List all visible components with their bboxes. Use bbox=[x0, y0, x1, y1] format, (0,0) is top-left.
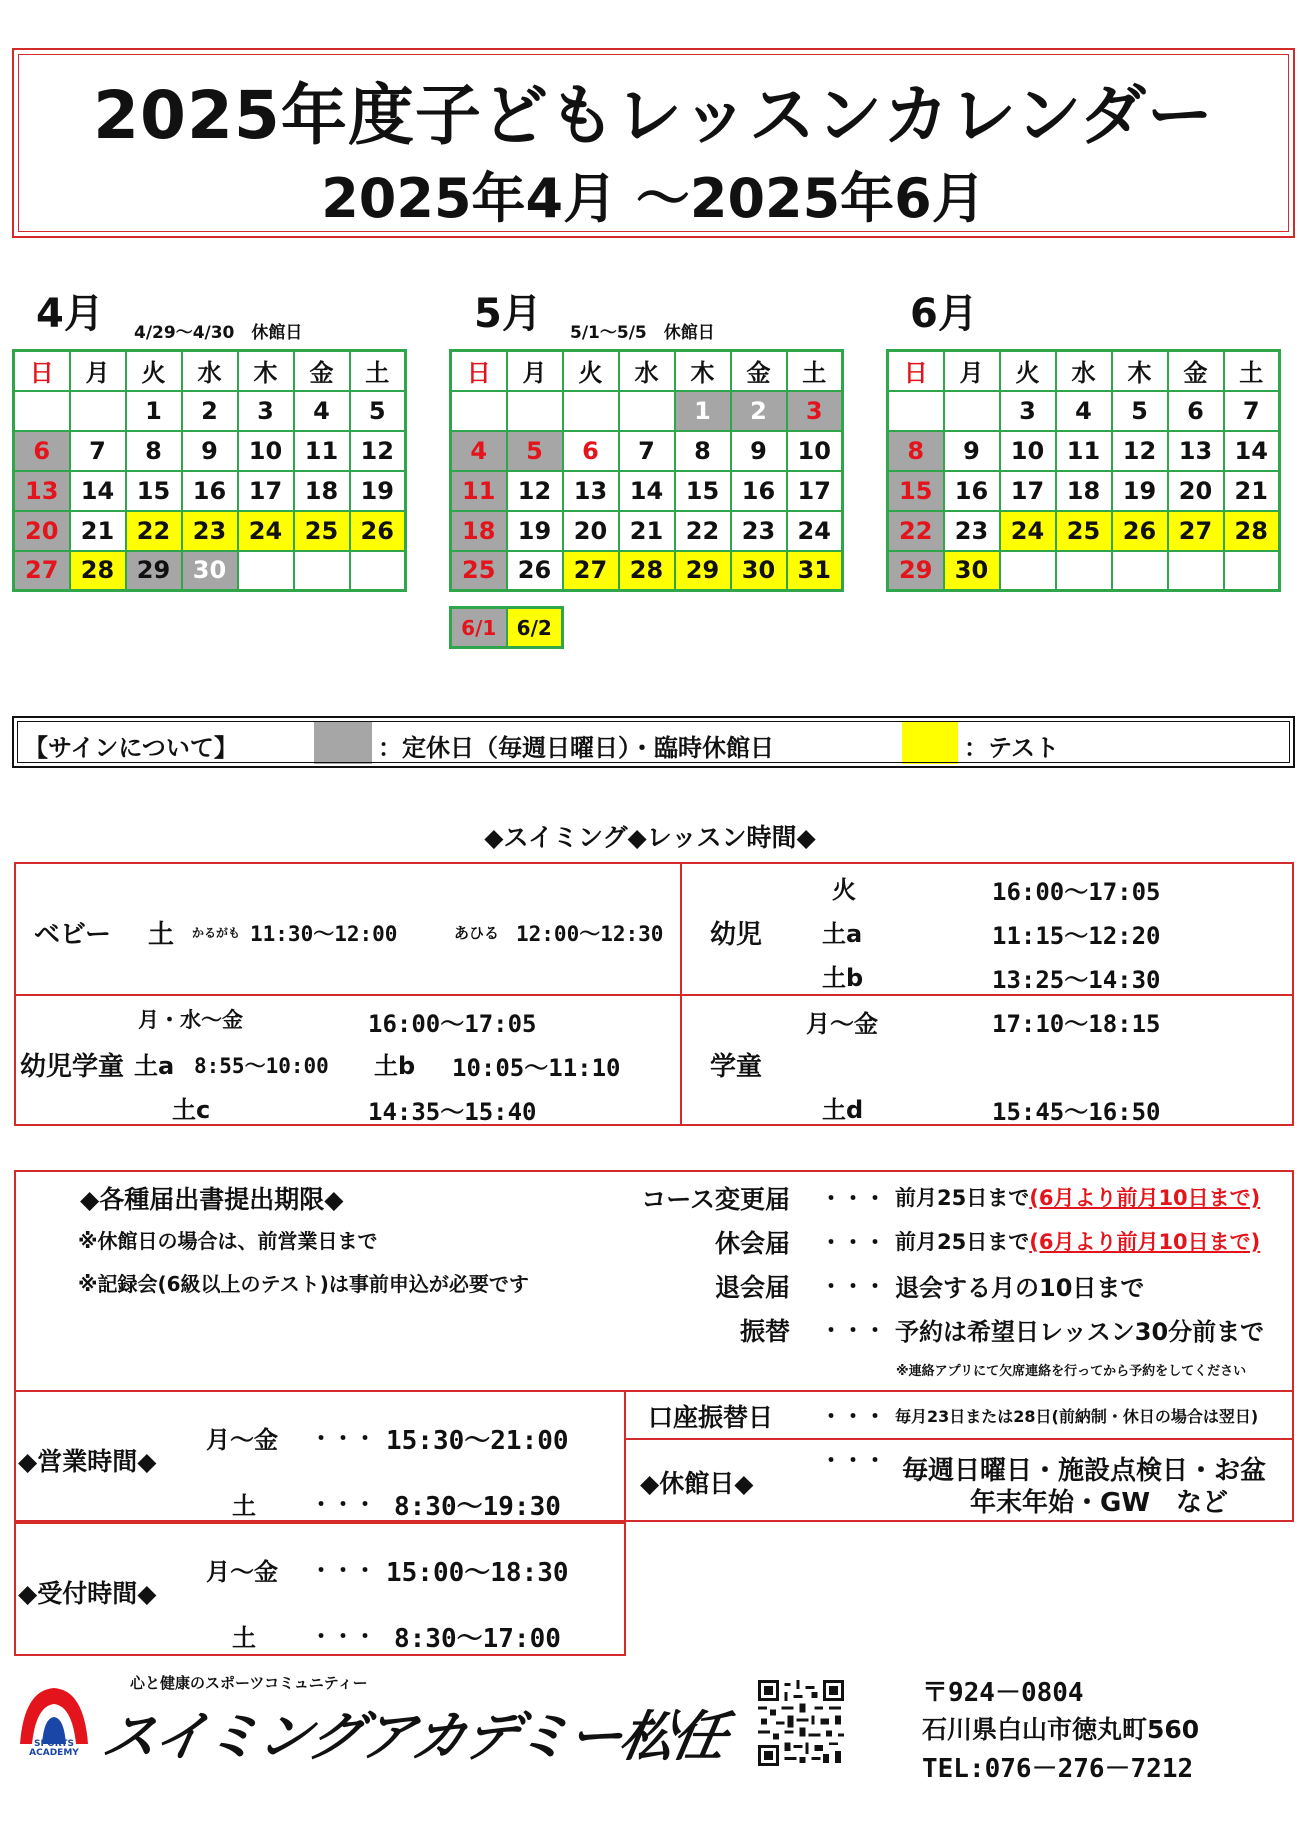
legend-closed-swatch bbox=[314, 722, 372, 764]
calendar-day: 19 bbox=[350, 471, 406, 511]
form-dots-1: ・・・ bbox=[820, 1187, 887, 1212]
calendar-day: 5 bbox=[350, 391, 406, 431]
calendar-day: 3 bbox=[1000, 391, 1056, 431]
reception-time2: 8:30～17:00 bbox=[394, 1624, 561, 1654]
weekday-header: 金 bbox=[731, 351, 787, 391]
baby-time1: 11:30～12:00 bbox=[250, 922, 398, 946]
legend-test-swatch bbox=[902, 722, 958, 764]
calendar-day: 20 bbox=[1168, 471, 1224, 511]
weekday-header: 火 bbox=[126, 351, 182, 391]
form-text-transfer: 予約は希望日レッスン30分前まで bbox=[895, 1318, 1265, 1346]
calendar-day: 7 bbox=[619, 431, 675, 471]
weekday-header: 月 bbox=[70, 351, 126, 391]
footer-postal: 〒924－0804 bbox=[922, 1678, 1084, 1708]
calendar-day: 13 bbox=[14, 471, 70, 511]
weekday-header: 水 bbox=[1056, 351, 1112, 391]
calendar-day bbox=[70, 391, 126, 431]
calendar-day: 23 bbox=[944, 511, 1000, 551]
calendar-day: 5 bbox=[507, 431, 563, 471]
calendar-day: 1 bbox=[675, 391, 731, 431]
calendar-day: 16 bbox=[731, 471, 787, 511]
calendar-day: 18 bbox=[451, 511, 507, 551]
calendar-day: 26 bbox=[1112, 511, 1168, 551]
calendar-day bbox=[563, 391, 619, 431]
school-label: 学童 bbox=[710, 1052, 763, 1082]
calendar-day: 18 bbox=[294, 471, 350, 511]
weekday-header: 木 bbox=[675, 351, 731, 391]
calendar-day: 22 bbox=[675, 511, 731, 551]
legend-closed-text: ：定休日（毎週日曜日）・臨時休館日 bbox=[378, 734, 774, 762]
calendar-day: 8 bbox=[126, 431, 182, 471]
calendar-day: 31 bbox=[787, 551, 843, 591]
sports-academy-logo bbox=[14, 1684, 94, 1758]
calendar-day: 16 bbox=[182, 471, 238, 511]
ks-day1: 月・水～金 bbox=[138, 1008, 243, 1032]
form-text-course: 前月25日まで(6月より前月10日まで) bbox=[895, 1186, 1261, 1210]
calendar-day: 28 bbox=[1224, 511, 1280, 551]
weekday-header: 月 bbox=[944, 351, 1000, 391]
calendar-day: 6 bbox=[563, 431, 619, 471]
calendar-day: 11 bbox=[294, 431, 350, 471]
calendar-day bbox=[294, 551, 350, 591]
calendar-day: 4 bbox=[294, 391, 350, 431]
calendar-day: 28 bbox=[70, 551, 126, 591]
calendar-day: 24 bbox=[787, 511, 843, 551]
calendar-day bbox=[1112, 551, 1168, 591]
calendar-day: 17 bbox=[787, 471, 843, 511]
calendar-day: 7 bbox=[70, 431, 126, 471]
calendar-day: 17 bbox=[1000, 471, 1056, 511]
weekday-header: 木 bbox=[238, 351, 294, 391]
calendar-day: 20 bbox=[563, 511, 619, 551]
ks-day2: 土a bbox=[134, 1052, 175, 1080]
june-calendar bbox=[886, 349, 1281, 592]
weekday-header: 日 bbox=[451, 351, 507, 391]
weekday-header: 水 bbox=[182, 351, 238, 391]
calendar-day: 8 bbox=[888, 431, 944, 471]
april-calendar bbox=[12, 349, 407, 592]
calendar-day: 1 bbox=[126, 391, 182, 431]
calendar-day: 4 bbox=[451, 431, 507, 471]
calendar-day: 10 bbox=[787, 431, 843, 471]
calendar-day: 24 bbox=[238, 511, 294, 551]
form-dots-3: ・・・ bbox=[820, 1275, 887, 1300]
weekday-header: 火 bbox=[563, 351, 619, 391]
calendar-day: 9 bbox=[731, 431, 787, 471]
weekday-header: 水 bbox=[619, 351, 675, 391]
calendar-day bbox=[1056, 551, 1112, 591]
ks-label: 幼児学童 bbox=[20, 1052, 125, 1082]
reception-day2: 土 bbox=[232, 1624, 256, 1652]
calendar-day: 20 bbox=[14, 511, 70, 551]
calendar-day: 11 bbox=[1056, 431, 1112, 471]
reception-time1: 15:00～18:30 bbox=[386, 1558, 569, 1588]
calendar-day: 9 bbox=[944, 431, 1000, 471]
reception-dots2: ・・・ bbox=[310, 1625, 377, 1650]
infant-time1: 16:00～17:05 bbox=[992, 878, 1161, 906]
closed-dots: ・・・ bbox=[820, 1449, 887, 1474]
page-period: 2025年4月 ～2025年6月 bbox=[321, 167, 986, 230]
baby-time2: 12:00～12:30 bbox=[516, 922, 664, 946]
infant-day3: 土b bbox=[822, 964, 864, 992]
weekday-header: 土 bbox=[787, 351, 843, 391]
calendar-day: 15 bbox=[126, 471, 182, 511]
school-day1: 月～金 bbox=[806, 1010, 878, 1038]
footer-brand: スイミングアカデミー松任 bbox=[97, 1705, 731, 1768]
ks-time1: 16:00～17:05 bbox=[368, 1010, 537, 1038]
closed-days-line1: 毎週日曜日・施設点検日・お盆 bbox=[902, 1456, 1267, 1486]
may-heading: 5月 bbox=[474, 291, 542, 337]
calendar-day: 24 bbox=[1000, 511, 1056, 551]
calendar-day: 25 bbox=[451, 551, 507, 591]
hours-dots1: ・・・ bbox=[310, 1427, 377, 1452]
infant-time3: 13:25～14:30 bbox=[992, 966, 1161, 994]
weekday-header: 金 bbox=[294, 351, 350, 391]
calendar-day: 14 bbox=[619, 471, 675, 511]
infant-box bbox=[680, 862, 1294, 996]
calendar-day: 6 bbox=[14, 431, 70, 471]
calendar-day bbox=[1000, 551, 1056, 591]
may-extra-days bbox=[449, 606, 564, 649]
weekday-header: 月 bbox=[507, 351, 563, 391]
calendar-day: 11 bbox=[451, 471, 507, 511]
calendar-day bbox=[350, 551, 406, 591]
hours-day1: 月～金 bbox=[206, 1426, 278, 1454]
june-heading: 6月 bbox=[910, 291, 978, 337]
calendar-day bbox=[619, 391, 675, 431]
account-label: 口座振替日 bbox=[648, 1403, 774, 1432]
weekday-header: 木 bbox=[1112, 351, 1168, 391]
calendar-day: 27 bbox=[563, 551, 619, 591]
hours-day2: 土 bbox=[232, 1492, 256, 1520]
calendar-day: 21 bbox=[70, 511, 126, 551]
forms-note1: ※休館日の場合は、前営業日まで bbox=[78, 1229, 378, 1253]
weekday-header: 土 bbox=[350, 351, 406, 391]
calendar-day bbox=[944, 391, 1000, 431]
april-heading: 4月 bbox=[36, 291, 104, 337]
swim-title: ◆スイミング◆レッスン時間◆ bbox=[484, 823, 816, 852]
school-day2: 土d bbox=[822, 1096, 864, 1124]
calendar-day: 10 bbox=[1000, 431, 1056, 471]
baby-box bbox=[14, 862, 682, 996]
reception-title: ◆受付時間◆ bbox=[18, 1579, 157, 1608]
calendar-day: 22 bbox=[888, 511, 944, 551]
calendar-day: 3 bbox=[787, 391, 843, 431]
kids-school-box bbox=[14, 994, 682, 1126]
may-calendar bbox=[449, 349, 844, 592]
legend-label: 【サインについて】 bbox=[24, 734, 238, 762]
calendar-day: 4 bbox=[1056, 391, 1112, 431]
calendar-day: 26 bbox=[350, 511, 406, 551]
calendar-day bbox=[507, 391, 563, 431]
calendar-day: 15 bbox=[675, 471, 731, 511]
account-text: 毎月23日または28日(前納制・休日の場合は翌日) bbox=[895, 1407, 1259, 1426]
baby-label: ベビー bbox=[34, 920, 111, 950]
closed-days-line2: 年末年始・GW など bbox=[970, 1488, 1229, 1518]
calendar-day: 29 bbox=[675, 551, 731, 591]
calendar-day: 6/2 bbox=[507, 608, 563, 648]
weekday-header: 日 bbox=[14, 351, 70, 391]
footer-address: 石川県白山市徳丸町560 bbox=[922, 1715, 1200, 1744]
legend-test-text: ：テスト bbox=[964, 734, 1060, 762]
calendar-day bbox=[238, 551, 294, 591]
baby-day: 土 bbox=[148, 920, 175, 950]
ks-day3: 土b bbox=[374, 1052, 416, 1080]
infant-day2: 土a bbox=[822, 920, 863, 948]
weekday-header: 金 bbox=[1168, 351, 1224, 391]
calendar-day: 23 bbox=[182, 511, 238, 551]
account-dots: ・・・ bbox=[820, 1405, 887, 1430]
forms-note2: ※記録会(6級以上のテスト)は事前申込が必要です bbox=[78, 1272, 529, 1296]
transfer-note: ※連絡アプリにて欠席連絡を行ってから予約をしてください bbox=[896, 1364, 1247, 1379]
calendar-day: 10 bbox=[238, 431, 294, 471]
calendar-day: 13 bbox=[563, 471, 619, 511]
calendar-day: 17 bbox=[238, 471, 294, 511]
infant-day1: 火 bbox=[832, 876, 856, 904]
calendar-day bbox=[14, 391, 70, 431]
calendar-day: 21 bbox=[619, 511, 675, 551]
calendar-day: 2 bbox=[731, 391, 787, 431]
footer-tagline: 心と健康のスポーツコミュニティー bbox=[130, 1674, 368, 1692]
calendar-day: 8 bbox=[675, 431, 731, 471]
hours-dots2: ・・・ bbox=[310, 1493, 377, 1518]
calendar-day bbox=[451, 391, 507, 431]
reception-day1: 月～金 bbox=[206, 1558, 278, 1586]
calendar-day: 12 bbox=[350, 431, 406, 471]
infant-label: 幼児 bbox=[710, 920, 763, 950]
calendar-day: 22 bbox=[126, 511, 182, 551]
ks-time2: 8:55～10:00 bbox=[194, 1054, 329, 1078]
calendar-day: 12 bbox=[507, 471, 563, 511]
form-name-rest: 休会届 bbox=[714, 1229, 790, 1258]
hours-time1: 15:30～21:00 bbox=[386, 1426, 569, 1456]
hours-time2: 8:30～19:30 bbox=[394, 1492, 561, 1522]
baby-class1: かるがも bbox=[192, 926, 241, 940]
calendar-day: 6 bbox=[1168, 391, 1224, 431]
calendar-day: 29 bbox=[126, 551, 182, 591]
closed-days-title: ◆休館日◆ bbox=[640, 1469, 754, 1498]
calendar-day: 25 bbox=[1056, 511, 1112, 551]
form-name-transfer: 振替 bbox=[739, 1317, 790, 1346]
form-text-quit: 退会する月の10日まで bbox=[895, 1274, 1145, 1302]
calendar-day: 15 bbox=[888, 471, 944, 511]
form-name-course: コース変更届 bbox=[641, 1185, 790, 1214]
ks-time3: 10:05～11:10 bbox=[452, 1054, 621, 1082]
april-closure-note: 4/29～4/30 休館日 bbox=[134, 323, 303, 343]
qr-code-icon[interactable] bbox=[758, 1680, 844, 1766]
calendar-day bbox=[1168, 551, 1224, 591]
calendar-day: 18 bbox=[1056, 471, 1112, 511]
hours-title: ◆営業時間◆ bbox=[18, 1447, 157, 1476]
calendar-day: 27 bbox=[14, 551, 70, 591]
infant-time2: 11:15～12:20 bbox=[992, 922, 1161, 950]
footer-tel: TEL:076－276－7212 bbox=[922, 1754, 1194, 1784]
calendar-day: 6/1 bbox=[451, 608, 507, 648]
calendar-day: 23 bbox=[731, 511, 787, 551]
calendar-day: 26 bbox=[507, 551, 563, 591]
school-box bbox=[680, 994, 1294, 1126]
calendar-day: 12 bbox=[1112, 431, 1168, 471]
school-time1: 17:10～18:15 bbox=[992, 1010, 1161, 1038]
calendar-day: 7 bbox=[1224, 391, 1280, 431]
calendar-day: 9 bbox=[182, 431, 238, 471]
calendar-day: 28 bbox=[619, 551, 675, 591]
calendar-day: 16 bbox=[944, 471, 1000, 511]
logo-text: SPORTS ACADEMY bbox=[29, 1739, 79, 1758]
calendar-day bbox=[888, 391, 944, 431]
calendar-day: 3 bbox=[238, 391, 294, 431]
calendar-day bbox=[1224, 551, 1280, 591]
reception-dots1: ・・・ bbox=[310, 1559, 377, 1584]
calendar-day: 13 bbox=[1168, 431, 1224, 471]
form-dots-4: ・・・ bbox=[820, 1319, 887, 1344]
calendar-day: 14 bbox=[1224, 431, 1280, 471]
forms-title: ◆各種届出書提出期限◆ bbox=[80, 1185, 344, 1214]
calendar-day: 29 bbox=[888, 551, 944, 591]
calendar-day: 30 bbox=[182, 551, 238, 591]
baby-class2: あひる bbox=[454, 924, 500, 942]
calendar-day: 2 bbox=[182, 391, 238, 431]
calendar-day: 14 bbox=[70, 471, 126, 511]
weekday-header: 日 bbox=[888, 351, 944, 391]
form-name-quit: 退会届 bbox=[714, 1273, 790, 1302]
weekday-header: 土 bbox=[1224, 351, 1280, 391]
calendar-day: 19 bbox=[1112, 471, 1168, 511]
form-text-rest: 前月25日まで(6月より前月10日まで) bbox=[895, 1230, 1261, 1254]
calendar-day: 27 bbox=[1168, 511, 1224, 551]
page-title: 2025年度子どもレッスンカレンダー bbox=[93, 77, 1214, 154]
legend-box bbox=[12, 716, 1295, 768]
may-closure-note: 5/1～5/5 休館日 bbox=[570, 323, 715, 343]
calendar-day: 25 bbox=[294, 511, 350, 551]
title-box bbox=[12, 48, 1295, 238]
ks-time4: 14:35～15:40 bbox=[368, 1098, 537, 1126]
calendar-day: 30 bbox=[944, 551, 1000, 591]
calendar-day: 21 bbox=[1224, 471, 1280, 511]
form-dots-2: ・・・ bbox=[820, 1231, 887, 1256]
calendar-day: 30 bbox=[731, 551, 787, 591]
weekday-header: 火 bbox=[1000, 351, 1056, 391]
ks-day4: 土c bbox=[172, 1096, 211, 1124]
school-time2: 15:45～16:50 bbox=[992, 1098, 1161, 1126]
calendar-day: 5 bbox=[1112, 391, 1168, 431]
calendar-day: 19 bbox=[507, 511, 563, 551]
